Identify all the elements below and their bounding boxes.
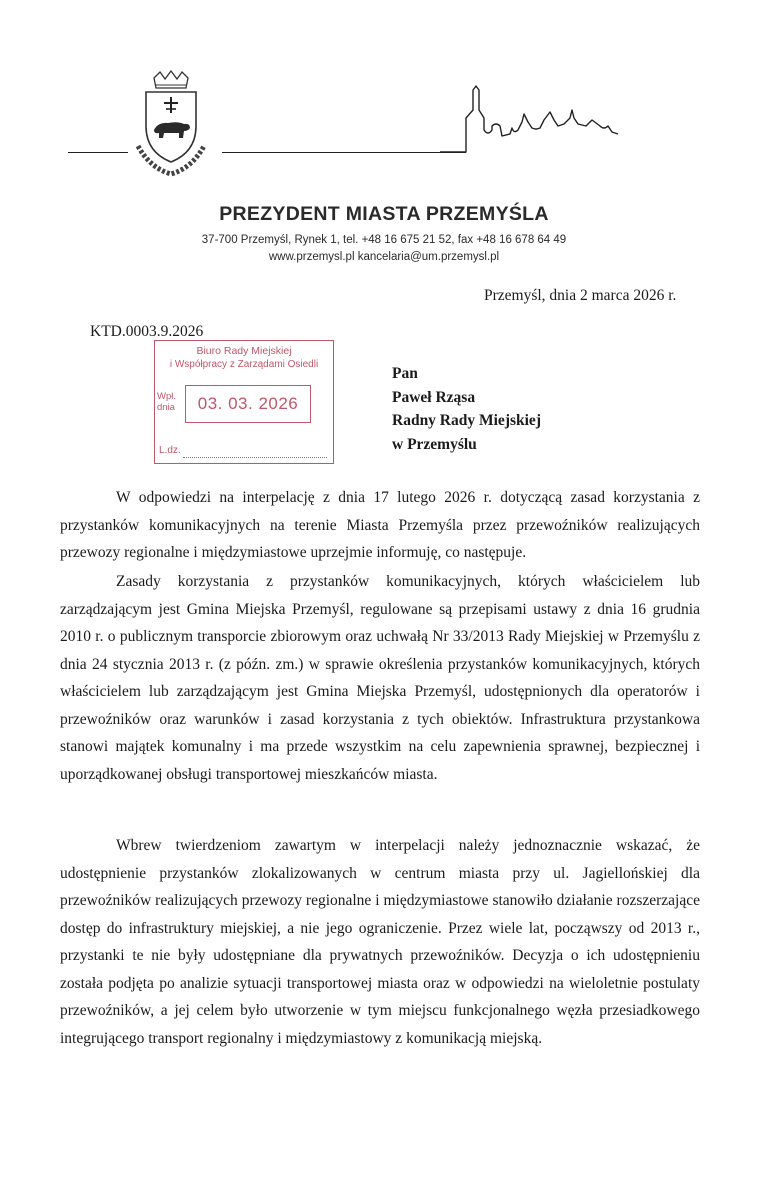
letterhead-line-middle	[222, 152, 466, 153]
recipient-place: w Przemyślu	[392, 435, 477, 453]
recipient-name: Paweł Rząsa	[392, 388, 476, 406]
stamp-office-line2: i Współpracy z Zarządami Osiedli	[169, 359, 319, 370]
letterhead-web-email: www.przemysl.pl kancelaria@um.przemysl.pl	[268, 251, 500, 263]
stamp-received-label	[157, 391, 176, 413]
body-paragraph-2: Zasady korzystania z przystanków komunikacyjnych, których właścicielem lub zarządzającym jest Gmina Miejska Przemyśl, regulowane są przepisami ustawy z dnia 16 grudnia 2010 r. o publicznym transporcie zbiorowym oraz uchwałą Nr 33/2013 Rady Miejskiej w Przemyślu z dnia 24 stycznia 2013 r. (z późn. zm.) w sprawie określenia przystanków komunikacyjnych, których właścicielem lub zarządzającym jest Gmina Miejska Przemyśl, udostępnionych dla operatorów i przewoźników oraz warunków i zasad korzystania z tych obiektów. Infrastruktura przystankowa stanowi majątek komunalny i ma przede wszystkim na celu zapewnienia sprawnej, bezpiecznej i uporządkowanej obsługi transportowej mieszkańców miasta.	[60, 573, 700, 783]
stamp-date: 03. 03. 2026	[185, 385, 311, 423]
date-line: Przemyśl, dnia 2 marca 2026 r.	[484, 287, 677, 304]
stamp-dnia-label: dnia	[157, 402, 175, 413]
city-skyline-icon	[440, 70, 700, 160]
stamp-ldz-label: L.dz.	[159, 445, 181, 456]
recipient-block	[392, 362, 541, 456]
letterhead-title: PREZYDENT MIASTA PRZEMYŚLA	[219, 203, 549, 225]
city-coat-of-arms-icon	[128, 70, 214, 182]
body-paragraph-3: Wbrew twierdzeniom zawartym w interpelacji należy jednoznacznie wskazać, że udostępnienie przystanków zlokalizowanych w centrum miasta przy ul. Jagiellońskiej dla przewoźników realizujących przewozy regionalne i międzymiastowe stanowiło działanie rozszerzające dostęp do infrastruktury miejskiej, a nie jego ograniczenie. Przez wiele lat, począwszy od 2013 r., przystanki te nie były udostępniane dla prywatnych przewoźników. Decyzja o ich udostępnieniu została podjęta po analizie sytuacji transportowej miasta oraz w odpowiedzi na wieloletnie postulaty przewoźników, a jej celem było utworzenie w tym miejscu funkcjonalnego węzła przesiadkowego integrującego transport regionalny i międzymiastowy z komunikacją miejską.	[60, 837, 700, 1047]
body-paragraph-1: W odpowiedzi na interpelację z dnia 17 lutego 2026 r. dotyczącą zasad korzystania z przystanków komunikacyjnych na terenie Miasta Przemyśla przez przewoźników realizujących przewozy regionalne i międzymiastowe uprzejmie informuję, co następuje.	[60, 489, 700, 561]
stamp-wpl-label: Wpł.	[157, 391, 176, 402]
letterhead-address: 37-700 Przemyśl, Rynek 1, tel. +48 16 675 21 52, fax +48 16 678 64 49	[201, 234, 567, 246]
recipient-salutation: Pan	[392, 365, 418, 382]
stamp-office-line1: Biuro Rady Miejskiej	[196, 345, 292, 357]
received-stamp	[154, 340, 334, 464]
letterhead-line-left	[68, 152, 128, 153]
stamp-ldz-line	[183, 457, 327, 458]
reference-number: KTD.0003.9.2026	[90, 323, 204, 340]
recipient-position: Radny Rady Miejskiej	[392, 412, 541, 429]
